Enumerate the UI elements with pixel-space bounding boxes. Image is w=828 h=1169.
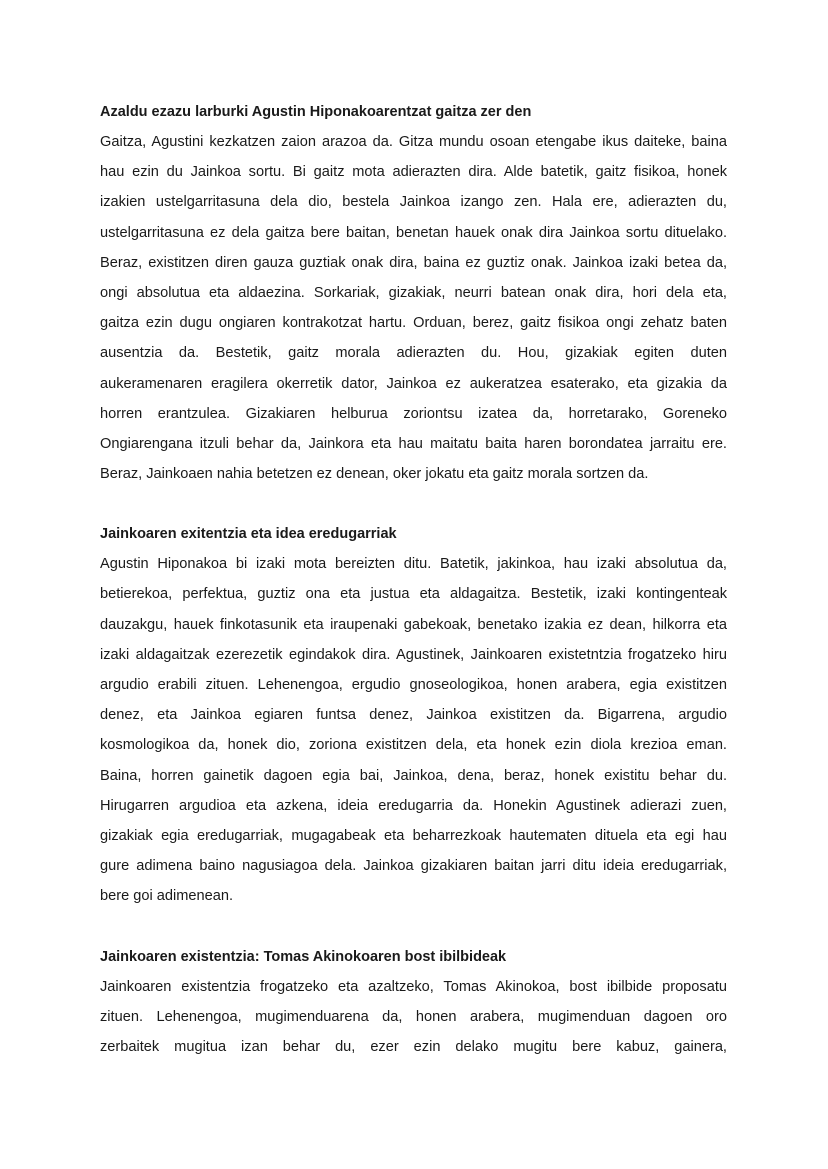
paragraph-line: Gaitza, Agustini kezkatzen zaion arazoa da. Gitza mundu osoan etengabe ikus daiteke, baina	[100, 134, 727, 150]
paragraph-line: ustelgarritasuna ez dela gaitza bere baitan, benetan hauek onak dira Jainkoa sortu dituelako.	[100, 224, 727, 241]
paragraph-line: izaki aldagaitzak ezerezetik egindakok dira. Agustinek, Jainkoaren existetntzia frogatzeko hiru	[100, 646, 727, 663]
section-spacer	[100, 912, 727, 942]
paragraph-line: argudio erabili zituen. Lehenengoa, ergudio gnoseologikoa, honen arabera, egia existitzen	[100, 677, 727, 693]
section-heading: Jainkoaren existentzia: Tomas Akinokoaren bost ibilbideak	[100, 948, 507, 965]
section-jainkoaren-exitentzia	[100, 519, 727, 911]
paragraph-line: Ongiarengana itzuli behar da, Jainkora eta hau maitatu baita haren borondatea jarraitu ere.	[100, 435, 727, 452]
section-gaitza	[100, 97, 727, 489]
section-heading: Jainkoaren exitentzia eta idea eredugarriak	[100, 526, 397, 543]
paragraph-line: Beraz, existitzen diren gauza guztiak onak dira, baina ez guztiz onak. Jainkoa izaki betea da,	[100, 254, 727, 271]
paragraph-line: zituen. Lehenengoa, mugimenduarena da, honen arabera, mugimenduan dagoen oro	[100, 1008, 727, 1025]
paragraph-line: zerbaitek mugitua izan behar du, ezer ezin delako mugitu bere kabuz, gainera,	[100, 1038, 727, 1055]
document-page	[100, 97, 727, 1062]
paragraph-line: aukeramenaren eragilera okerretik dator, Jainkoa ez aukeratzea esaterako, eta gizakia da	[100, 375, 727, 392]
paragraph-line: horren erantzulea. Gizakiaren helburua zoriontsu izatea da, horretarako, Goreneko	[100, 405, 727, 422]
paragraph-line: ausentzia da. Bestetik, gaitz morala adierazten du. Hou, gizakiak egiten duten	[100, 345, 727, 362]
paragraph-line: izakien ustelgarritasuna dela dio, bestela Jainkoa izango zen. Hala ere, adierazten du,	[100, 194, 727, 211]
section-heading: Azaldu ezazu larburki Agustin Hiponakoarentzat gaitza zer den	[100, 104, 532, 120]
paragraph-line: Agustin Hiponakoa bi izaki mota bereizten ditu. Batetik, jakinkoa, hau izaki absolutua da,	[100, 556, 727, 573]
paragraph-line: kosmologikoa da, honek dio, zoriona existitzen dela, eta honek ezin diola krezioa eman.	[100, 737, 727, 754]
paragraph-line: ongi absolutua eta aldaezina. Sorkariak, gizakiak, neurri batean onak dira, hori dela eta,	[100, 284, 727, 301]
paragraph-line: bere goi adimenean.	[100, 888, 234, 905]
paragraph-line: gure adimena baino nagusiagoa dela. Jainkoa gizakiaren baitan jarri ditu ideia eredugarriak,	[100, 858, 727, 875]
paragraph-line: Jainkoaren existentzia frogatzeko eta azaltzeko, Tomas Akinokoa, bost ibilbide proposatu	[100, 978, 727, 995]
paragraph-line: Hirugarren argudioa eta azkena, ideia eredugarria da. Honekin Agustinek adierazi zuen,	[100, 797, 727, 814]
paragraph-line: denez, eta Jainkoa egiaren funtsa denez, Jainkoa existitzen da. Bigarrena, argudio	[100, 707, 727, 724]
paragraph-line: Baina, horren gainetik dagoen egia bai, Jainkoa, dena, beraz, honek existitu behar du.	[100, 767, 727, 784]
section-bost-ibilbideak	[100, 942, 727, 1063]
paragraph-line: dauzakgu, hauek finkotasunik eta iraupenaki gabekoak, benetako izakia ez dean, hilkorra eta	[100, 616, 727, 633]
paragraph-line: Beraz, Jainkoaen nahia betetzen ez denean, oker jokatu eta gaitz morala sortzen da.	[100, 466, 649, 483]
paragraph-line: gizakiak egia eredugarriak, mugagabeak eta beharrezkoak hautematen dituela eta egi hau	[100, 827, 727, 844]
paragraph-line: hau ezin du Jainkoa sortu. Bi gaitz mota adierazten dira. Alde batetik, gaitz fisikoa, honek	[100, 164, 727, 181]
paragraph-line: gaitza ezin dugu ongiaren kontrakotzat hartu. Orduan, berez, gaitz fisikoa ongi zehatz baten	[100, 315, 727, 332]
section-spacer	[100, 489, 727, 519]
paragraph-line: betierekoa, perfektua, guztiz ona eta justua eta aldagaitza. Bestetik, izaki kontingenteak	[100, 586, 727, 603]
